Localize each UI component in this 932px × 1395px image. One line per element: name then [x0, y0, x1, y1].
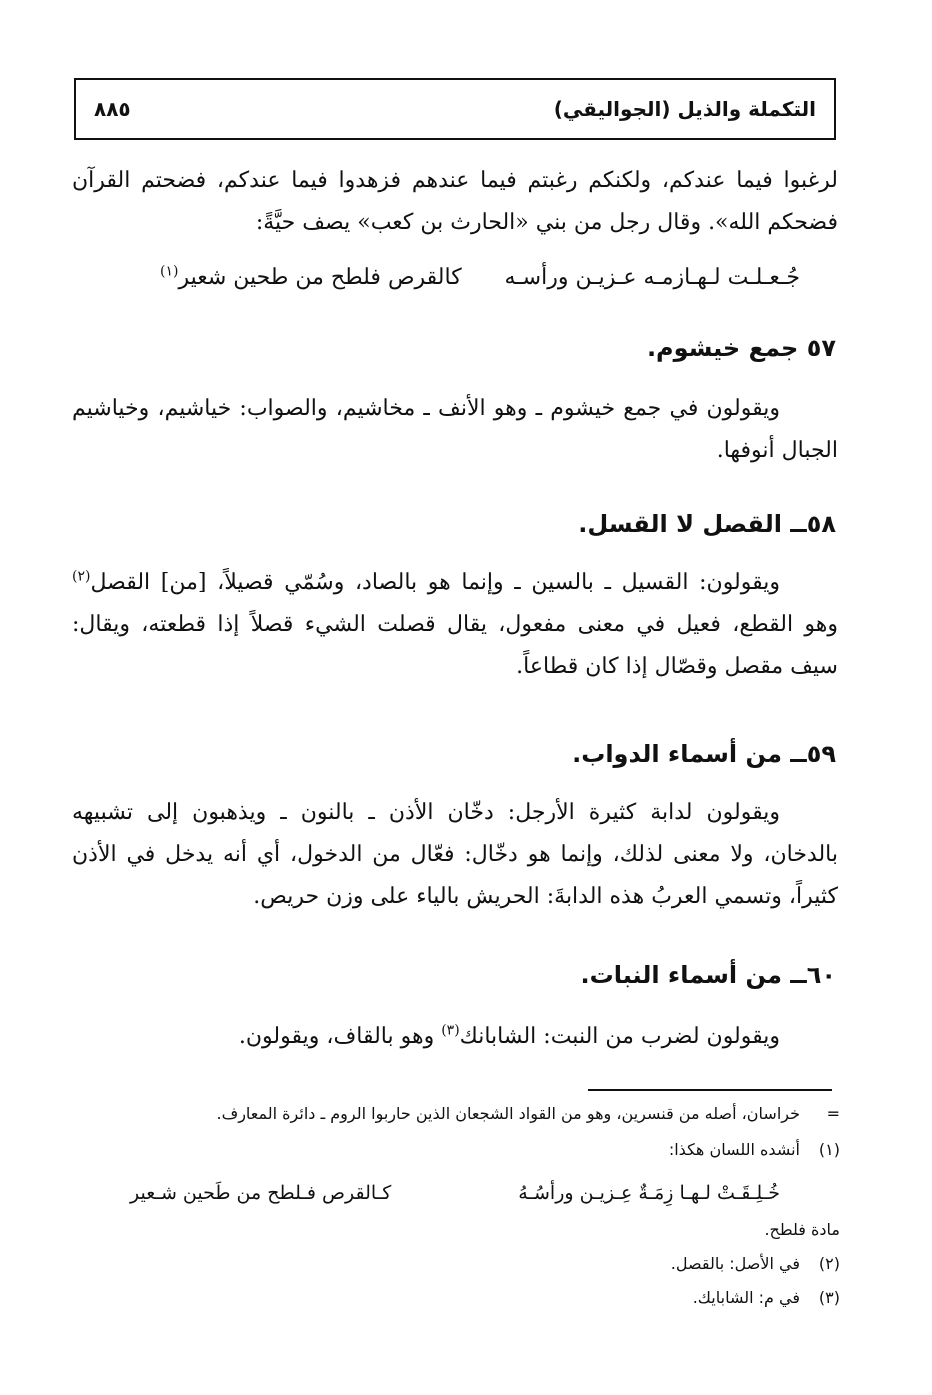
- page-number: ٨٨٥: [94, 97, 131, 121]
- footnote-ref: (١): [160, 263, 179, 280]
- entry-text-59: ويقولون لدابة كثيرة الأرجل: دخّان الأذن ـ بالنون ـ ويذهبون إلى تشبيهه بالدخان، ولا معنى لذلك، وإنما هو دخّال: فعّال من الدخول، أي أنه يدخل في الأذن كثيراً، وتسمي العربُ هذه الدابةَ: الحريش بالياء على وزن حريص.: [72, 800, 838, 909]
- footnote-ref: (٣): [441, 1022, 460, 1039]
- footnote-2: (٢)في الأصل: بالقصل.: [670, 1254, 840, 1273]
- entry-text-60: ويقولون لضرب من النبت: الشابانك$^{(٣)}$ وهو بالقاف، ويقولون.: [238, 1022, 780, 1049]
- footnote-1-verse: [120, 1176, 780, 1210]
- entry-heading-58: ٥٨ــ القصل لا القسل.: [578, 510, 836, 538]
- verse-second-hemistich: كالقرص فلطح من طحين شعير$^{(١)}$: [160, 263, 462, 290]
- intro-paragraph: لرغبوا فيما عندكم، ولكنكم رغبتم فيما عندهم فزهدوا فيما عندكم، فضحتم القرآن فضحكم الله». وقال رجل من بني «الحارث بن كعب» يصف حيَّةً:: [72, 168, 838, 235]
- entry-heading-57: ٥٧ جمع خيشوم.: [646, 334, 836, 362]
- verse-first-hemistich: خُـلِـقَـتْ لـهـا زِمَـةٌ عِـزيـن ورأسُـهُ: [518, 1182, 780, 1204]
- footnote-3: (٣)في م: الشابايك.: [692, 1288, 840, 1307]
- running-title: التكملة والذيل (الجواليقي): [553, 97, 816, 121]
- entry-heading-60: ٦٠ــ من أسماء النبات.: [580, 961, 836, 989]
- verse-second-hemistich: كـالقرص فـلطح من طَحين شـعير: [130, 1182, 392, 1204]
- running-header: [74, 78, 836, 140]
- entry-heading-59: ٥٩ــ من أسماء الدواب.: [572, 740, 836, 768]
- footnote-continuation: =خراسان، أصله من قنسرين، وهو من القواد الشجعان الذين حاربوا الروم ـ دائرة المعارف.: [216, 1104, 840, 1123]
- footnote-1: (١)أنشده اللسان هكذا:: [668, 1140, 840, 1159]
- intro-verse: [120, 258, 800, 298]
- verse-first-hemistich: جُـعـلـت لـهـازمـه عـزيـن ورأسـه: [504, 265, 800, 290]
- footnote-1-source: مادة فلطح.: [764, 1220, 840, 1239]
- entry-text-58: ويقولون: القسيل ـ بالسين ـ وإنما هو بالصاد، وسُمّي قصيلاً، [من] القصل$^{(٢)}$ وهو القطع، فعيل في معنى مفعول، يقال قصلت الشيء قصلاً إذا قطعته، ويقال: سيف مقصل وقصّال إذا كان قطاعاً.: [72, 568, 838, 679]
- entry-text-57: ويقولون في جمع خيشوم ـ وهو الأنف ـ مخاشيم، والصواب: خياشيم، وخياشيم الجبال أنوفها.: [72, 396, 838, 463]
- footnote-separator: [588, 1089, 832, 1091]
- footnote-ref: (٢): [72, 568, 91, 585]
